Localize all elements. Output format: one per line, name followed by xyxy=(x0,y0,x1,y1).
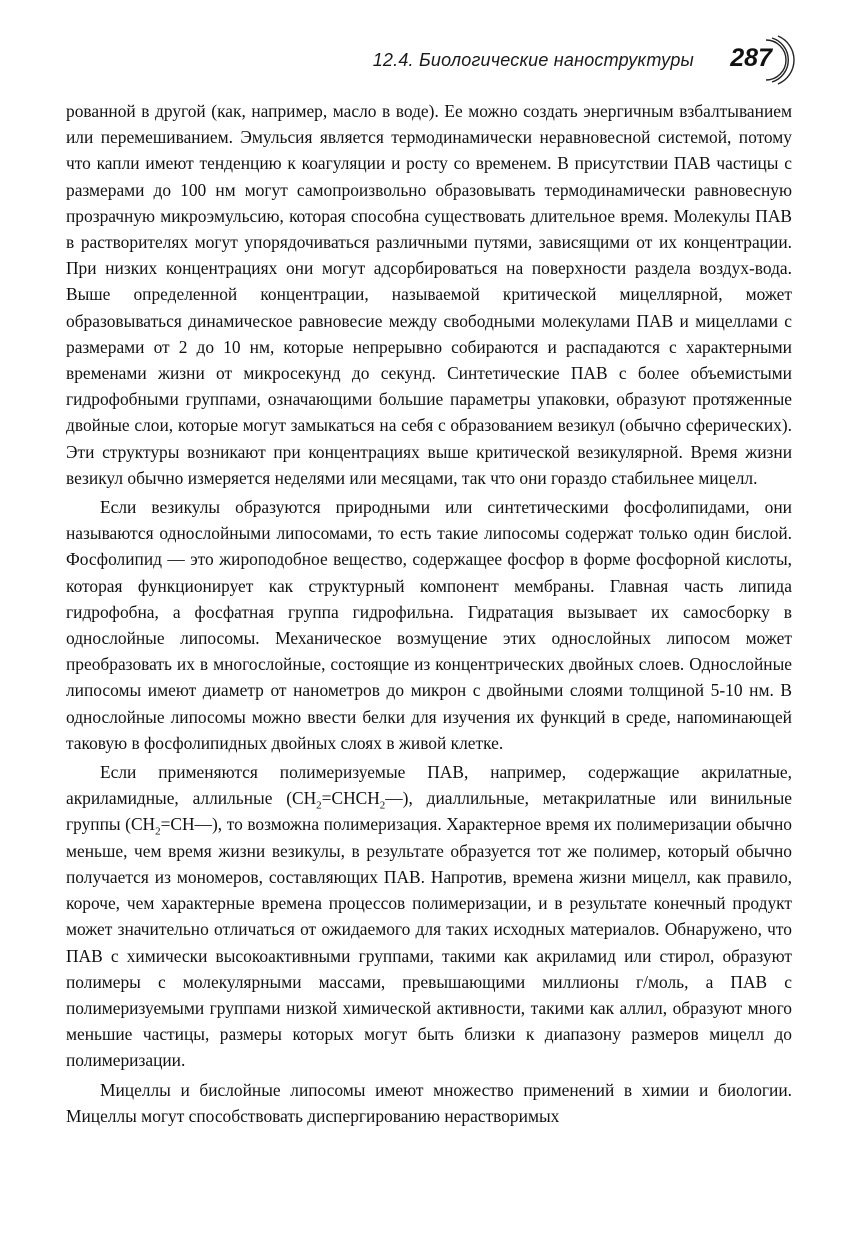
running-header xyxy=(64,40,800,90)
running-header-title: 12.4. Биологические наноструктуры xyxy=(372,50,694,70)
page-number: 287 xyxy=(730,44,772,72)
subscript-2b: 2 xyxy=(379,799,386,812)
paragraph-liposomes: Если везикулы образуются природными или синтетическими фосфолипидами, они называются однослойными липосомами, то есть такие липосомы содержат только один бислой. Фосфолипид — это жироподобное вещество, содержащее фосфор в форме фосфорной кислоты, которая функционирует как структурный компонент мембраны. Главная часть липида гидрофобна, а фосфатная группа гидрофильна. Гидратация вызывает их самосборку в однослойные липосомы. Механическое возмущение этих однослойных липосом может преобразовать их в многослойные, состоящие из концентрических двойных слоев. Однослойные липосомы имеют диаметр от нанометров до микрон с двойными слоями толщиной 5-10 нм. В однослойные липосомы можно ввести белки для изучения их функций в среде, напоминающей таковую в фосфолипидных двойных слоях в живой клетке. xyxy=(66,497,792,753)
body-text xyxy=(66,98,792,1129)
paragraph-continued: рованной в другой (как, например, масло в воде). Ее можно создать энергичным взбалтыванием или перемешиванием. Эмульсия является термодинамически неравновесной системой, потому что капли имеют тенденцию к коагуляции и росту со временем. В присутствии ПАВ частицы с размерами до 100 нм могут самопроизвольно образовывать термодинамически равновесную прозрачную микроэмульсию, которая способна существовать длительное время. Молекулы ПАВ в растворителях могут упорядочиваться различными путями, зависящими от их концентрации. При низких концентрациях они могут адсорбироваться на поверхности раздела воздух-вода. Выше определенной концентрации, называемой критической мицеллярной, может образовываться динамическое равновесие между свободными молекулами ПАВ и мицеллами с размерами от 2 до 10 нм, которые непрерывно собираются и распадаются с характерными временами жизни от микросекунд до секунд. Синтетические ПАВ с более объемистыми гидрофобными группами, означающими большие параметры упаковки, образуют протяженные двойные слои, которые могут замыкаться на себя с образованием везикул (обычно сферических). Эти структуры возникают при концентрациях выше критической везикулярной. Время жизни везикул обычно измеряется неделями или месяцами, так что они гораздо стабильнее мицелл. xyxy=(66,101,792,488)
paragraph-polymerization-text-2: =CHCH xyxy=(321,788,380,809)
paragraph-polymerization xyxy=(66,759,792,1073)
page-number-arcs-icon xyxy=(758,34,798,86)
paragraph-micelles-applications: Мицеллы и бислойные липосомы имеют множество применений в химии и биологии. Мицеллы могут способствовать диспергированию нерастворимых xyxy=(66,1079,792,1126)
paragraph-polymerization-text-3: —), диаллильные, метакрилатные или винильные группы (CH xyxy=(66,788,792,835)
subscript-2a: 2 xyxy=(316,799,322,812)
subscript-2c: 2 xyxy=(155,825,161,838)
paragraph-polymerization-text-1: Если применяются полимеризуемые ПАВ, например, содержащие акрилатные, акриламидные, аллильные (CH xyxy=(66,762,792,809)
paragraph-polymerization-text-4: =CH—), то возможна полимеризация. Характерное время их полимеризации обычно меньше, чем время жизни везикулы, в результате образуется тот же полимер, который обычно получается из мономеров, составляющих ПАВ. Напротив, времена жизни мицелл, как правило, короче, чем характерные времена процессов полимеризации, и в результате конечный продукт может значительно отличаться от ожидаемого для таких исходных материалов. Обнаружено, что ПАВ с химически высокоактивными группами, такими как акриламид или стирол, образуют полимеры с молекулярными массами, превышающими миллионы г/моль, а ПАВ с полимеризуемыми группами низкой химической активности, такими как аллил, образуют много меньшие частицы, размеры которых могут быть близки к диапазону размеров мицелл до полимеризации. xyxy=(66,814,792,1071)
